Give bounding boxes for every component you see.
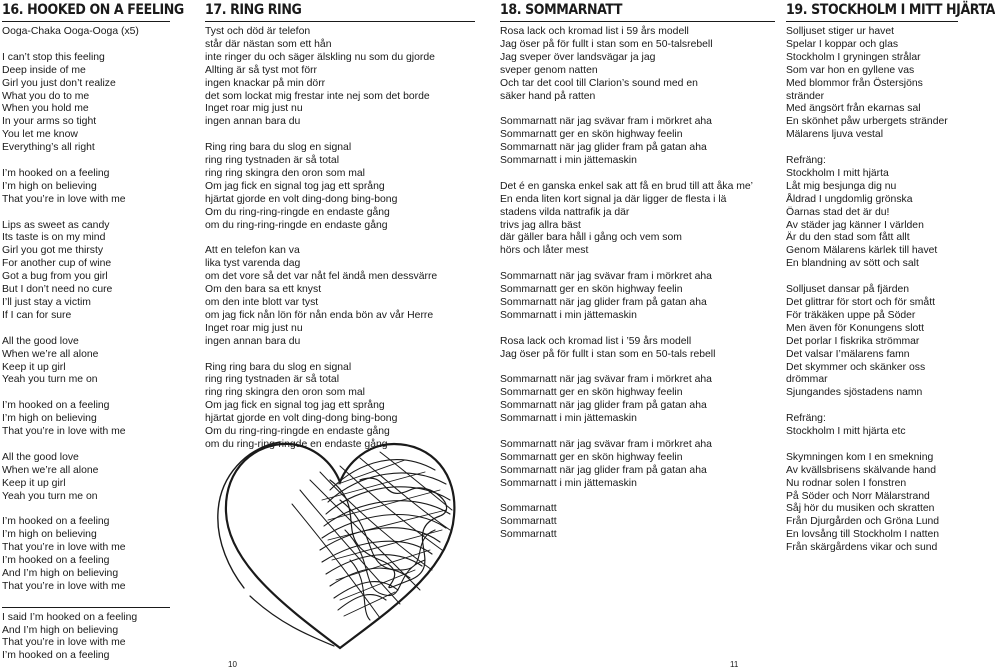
lyric-line: I’m hooked on a feeling [2, 167, 110, 179]
lyric-line: Inget roar mig just nu [205, 322, 303, 334]
lyric-line: And I’m high on believing [2, 567, 119, 579]
lyric-line: Låt mig besjunga dig nu [786, 180, 897, 192]
stanza [2, 220, 170, 323]
lyric-line: That you’re in love with me [2, 542, 126, 554]
stanza [2, 452, 170, 504]
lyric-line: You let me know [2, 129, 78, 141]
lyric-line: Jag öser på för fullt i stan som en 50-tals rebell [500, 348, 716, 360]
lyric-line: When we’re all alone [2, 464, 99, 476]
stanza [500, 439, 775, 491]
stanza [786, 26, 958, 142]
lyric-line: Det porlar I fiskrika strömmar [786, 335, 920, 347]
lyric-line: Om jag fick en signal tog jag ett språng [205, 400, 385, 412]
lyric-line: Sommarnatt i min jättemaskin [500, 155, 637, 167]
lyric-line: ring ring tystnaden är så total [205, 155, 339, 167]
lyric-line: Genom Mälarens kärlek till havet [786, 245, 938, 257]
lyric-line: ingen annan bara du [205, 335, 301, 347]
lyric-line: Its taste is on my mind [2, 232, 106, 244]
stanza [786, 413, 958, 439]
lyric-line: Jag öser på för fullt i stan som en 50-talsrebell [500, 38, 713, 50]
page-number-left: 10 [228, 660, 237, 669]
stanza [2, 400, 170, 439]
lyric-line: Sommarnatt när jag svävar fram i mörkret aha [500, 116, 712, 128]
lyric-line: En skönhet påw urbergets stränder [786, 116, 948, 128]
lyric-line: stadens vilda nattrafik ja där [500, 206, 630, 218]
lyric-line: I said I’m hooked on a feeling [2, 611, 138, 623]
lyric-line: stränder [786, 90, 825, 102]
lyric-line: det som lockat mig frestar inte nej som det borde [205, 90, 430, 102]
stanza [205, 245, 475, 348]
lyric-line: Sjungandes sjöstadens namn [786, 387, 923, 399]
lyric-line: Om du ring-ring-ringde en endaste gång [205, 426, 390, 438]
lyric-line: Sommarnatt i min jättemaskin [500, 477, 637, 489]
lyrics-body [500, 26, 775, 542]
lyric-line: Från skärgårdens vikar och sund [786, 542, 938, 554]
lyric-line: Refräng: [786, 413, 826, 425]
scribbled-heart-illustration [210, 420, 470, 655]
lyric-line: Everything’s all right [2, 142, 95, 154]
lyric-line: hörs och låter mest [500, 245, 589, 257]
lyric-line: om du ring-ring-ringde en endaste gång [205, 219, 388, 231]
lyric-line: om det vore så det var nåt fel ändå men dessvärre [205, 271, 438, 283]
lyric-line: Ring ring bara du slog en signal [205, 142, 352, 154]
lyric-line: hjärtat gjorde en volt ding-dong bing-bong [205, 413, 398, 425]
lyric-line: Det é en ganska enkel sak att få en brud till att åka me’ [500, 180, 753, 192]
lyric-line: Med ängsört från ekarnas sal [786, 103, 921, 115]
lyric-line: Keep it up girl [2, 361, 66, 373]
song-column-17 [205, 0, 475, 452]
lyric-line: Got a bug from you girl [2, 271, 108, 283]
lyric-line: Det skymmer och skänker oss [786, 361, 926, 373]
lyric-line: Stockholm I mitt hjärta etc [786, 426, 906, 438]
lyric-line: Keep it up girl [2, 477, 66, 489]
lyric-line: Sommarnatt när jag glider fram på gatan aha [500, 464, 707, 476]
stanza [2, 612, 170, 664]
lyric-line: trivs jag allra bäst [500, 219, 581, 231]
section-divider [2, 607, 170, 608]
lyric-line: En enda liten kort signal ja där ligger de flesta i lä [500, 193, 727, 205]
lyric-line: Stockholm I mitt hjärta [786, 167, 889, 179]
lyric-line: drömmar [786, 374, 828, 386]
lyric-line: Rosa lack och kromad list i 59 års modell [500, 26, 689, 37]
lyric-line: But I don’t need no cure [2, 284, 113, 296]
lyric-line: Sommarnatt när jag glider fram på gatan aha [500, 296, 707, 308]
lyric-line: Mälarens ljuva vestal [786, 129, 884, 141]
lyric-line: En blandning av sött och salt [786, 258, 919, 270]
lyric-line: Skymningen kom I en smekning [786, 451, 934, 463]
stanza [500, 26, 775, 103]
lyric-line: lika tyst varenda dag [205, 258, 301, 270]
lyric-line: All the good love [2, 335, 79, 347]
lyric-line: What you do to me [2, 90, 90, 102]
lyric-line: där gäller bara håll i gång och vem som [500, 232, 682, 244]
lyric-line: Och tar det cool till Clarion’s sound med en [500, 77, 698, 89]
lyric-line: Att en telefon kan va [205, 245, 300, 257]
lyric-line: Stockholm I gryningen strålar [786, 51, 921, 63]
lyric-line: För träkäken uppe på Söder [786, 309, 916, 321]
lyric-line: hjärtat gjorde en volt ding-dong bing-bong [205, 193, 398, 205]
stanza [786, 155, 958, 271]
lyric-line: Jag sveper över landsvägar ja jag [500, 51, 656, 63]
lyric-line: Det valsar I’mälarens famn [786, 348, 910, 360]
lyric-line: Sommarnatt när jag svävar fram i mörkret aha [500, 374, 712, 386]
stanza [205, 142, 475, 232]
lyric-line: Girl you got me thirsty [2, 245, 104, 257]
lyric-line: Spelar I koppar och glas [786, 38, 899, 50]
stanza [205, 26, 475, 129]
lyric-line: Nu rodnar solen I fonstren [786, 477, 907, 489]
lyric-line: Sommarnatt när jag glider fram på gatan aha [500, 400, 707, 412]
song-column-19 [786, 0, 995, 555]
lyric-line: Sommarnatt ger en skön highway feelin [500, 284, 683, 296]
lyric-line: Ooga-Chaka Ooga-Ooga (x5) [2, 26, 139, 37]
lyric-line: Yeah you turn me on [2, 374, 98, 386]
song-title: 18. SOMMARNATT [500, 0, 775, 22]
lyric-line: Sommarnatt när jag glider fram på gatan aha [500, 142, 707, 154]
page-number-right: 11 [730, 660, 739, 669]
lyric-line: Om jag fick en signal tog jag ett språng [205, 180, 385, 192]
lyric-line: inte ringer du och säger älskling nu som du gjorde [205, 51, 435, 63]
lyric-line: I’m high on believing [2, 413, 97, 425]
lyric-line: Yeah you turn me on [2, 490, 98, 502]
lyric-line: That you’re in love with me [2, 580, 126, 592]
lyric-line: When we’re all alone [2, 348, 99, 360]
lyric-line: All the good love [2, 451, 79, 463]
lyric-line: Som var hon en gyllene vas [786, 64, 915, 76]
lyric-line: When you hold me [2, 103, 89, 115]
lyric-line: Ring ring bara du slog en signal [205, 361, 352, 373]
stanza [500, 116, 775, 168]
lyric-line: Tyst och död är telefon [205, 26, 311, 37]
lyric-line: Åldrad I ungdomlig grönska [786, 193, 913, 205]
lyric-line: ring ring skingra den oron som mal [205, 387, 365, 399]
lyric-line: I’m hooked on a feeling [2, 516, 110, 528]
lyric-line: Sommarnatt [500, 503, 557, 515]
stanza [2, 52, 170, 155]
lyric-line: Sommarnatt när jag svävar fram i mörkret aha [500, 438, 712, 450]
lyric-line: På Söder och Norr Mälarstrand [786, 490, 930, 502]
lyric-line: ring ring tystnaden är så total [205, 374, 339, 386]
stanza [2, 168, 170, 207]
lyric-line: Från Djurgården och Gröna Lund [786, 516, 940, 528]
lyric-line: Av kvällsbrisens skälvande hand [786, 464, 936, 476]
lyric-line: I’m hooked on a feeling [2, 650, 110, 662]
song-title: 17. RING RING [205, 0, 475, 22]
lyric-line: I can’t stop this feeling [2, 51, 105, 63]
stanza [500, 336, 775, 362]
lyric-line: Sommarnatt i min jättemaskin [500, 309, 637, 321]
song-column-16 [2, 0, 184, 663]
lyric-line: Solljuset stiger ur havet [786, 26, 895, 37]
lyric-line: Det glittrar för stort och för smått [786, 297, 935, 308]
lyric-line: Sommarnatt i min jättemaskin [500, 413, 637, 425]
lyric-line: Allting är så tyst mot förr [205, 64, 318, 76]
lyric-line: Refräng: [786, 155, 826, 167]
lyric-line: ingen knackar på min dörr [205, 77, 326, 89]
lyric-line: säker hand på ratten [500, 90, 596, 102]
song-title: 19. STOCKHOLM I MITT HJÄRTA [786, 0, 958, 22]
stanza [2, 336, 170, 388]
lyric-line: Inget roar mig just nu [205, 103, 303, 115]
lyric-line: That you’re in love with me [2, 426, 126, 438]
lyric-line: Av städer jag känner I världen [786, 219, 924, 231]
lyric-line: If I can for sure [2, 309, 72, 321]
lyric-line: Rosa lack och kromad list i ’59 års modell [500, 335, 692, 347]
lyric-line: I’m hooked on a feeling [2, 555, 110, 567]
stanza [500, 181, 775, 258]
lyric-line: I’m high on believing [2, 180, 97, 192]
lyric-line: om den inte blott var tyst [205, 297, 319, 308]
lyric-line: That you’re in love with me [2, 193, 126, 205]
lyric-line: Sommarnatt ger en skön highway feelin [500, 129, 683, 141]
stanza [500, 271, 775, 323]
lyric-line: Sommarnatt ger en skön highway feelin [500, 387, 683, 399]
lyric-line: Sommarnatt ger en skön highway feelin [500, 451, 683, 463]
lyric-line: In your arms so tight [2, 116, 97, 128]
lyric-line: Med blommor från Östersjöns [786, 77, 923, 89]
stanza [2, 26, 170, 39]
lyric-line: ring ring skingra den oron som mal [205, 167, 365, 179]
stanza [786, 452, 958, 555]
lyric-line: Om du ring-ring-ringde en endaste gång [205, 206, 390, 218]
lyric-line: En lovsång till Stockholm I natten [786, 529, 940, 541]
lyric-line: Men även för Konungens slott [786, 322, 925, 334]
stanza [500, 503, 775, 542]
lyric-line: I’ll just stay a victim [2, 296, 91, 308]
lyric-line: Deep inside of me [2, 64, 86, 76]
lyric-line: Girl you just don’t realize [2, 77, 116, 89]
lyric-line: Såj hör du musiken och skratten [786, 503, 935, 515]
lyric-line: står där nästan som ett hån [205, 38, 332, 50]
lyric-line: Sommarnatt [500, 529, 557, 541]
lyric-line: I’m high on believing [2, 529, 97, 541]
song-column-18 [500, 0, 775, 542]
lyric-line: That you’re in love with me [2, 637, 126, 649]
lyric-line: Lips as sweet as candy [2, 219, 110, 231]
lyric-line: Är du den stad som fått allt [786, 232, 910, 244]
lyric-line: Sommarnatt [500, 516, 557, 528]
lyric-line: om du ring-ring-ringde en endaste gång [205, 438, 388, 450]
lyric-line: Solljuset dansar på fjärden [786, 284, 910, 296]
lyric-line: Sommarnatt när jag svävar fram i mörkret aha [500, 271, 712, 283]
stanza [786, 284, 958, 400]
lyrics-body [205, 26, 475, 452]
lyric-line: sveper genom natten [500, 64, 598, 76]
song-title: 16. HOOKED ON A FEELING [2, 0, 170, 22]
lyric-line: Om den bara sa ett knyst [205, 284, 322, 296]
lyric-line: I’m hooked on a feeling [2, 400, 110, 412]
stanza [500, 374, 775, 426]
lyric-line: ingen annan bara du [205, 116, 301, 128]
lyric-line: And I’m high on believing [2, 624, 119, 636]
stanza [2, 516, 170, 593]
lyric-line: For another cup of wine [2, 258, 112, 270]
lyric-line: om jag fick nån lön för nån enda bön av vår Herre [205, 309, 434, 321]
lyrics-body [786, 26, 958, 555]
lyric-line: Öarnas stad det är du! [786, 206, 890, 218]
lyrics-body [2, 26, 170, 663]
